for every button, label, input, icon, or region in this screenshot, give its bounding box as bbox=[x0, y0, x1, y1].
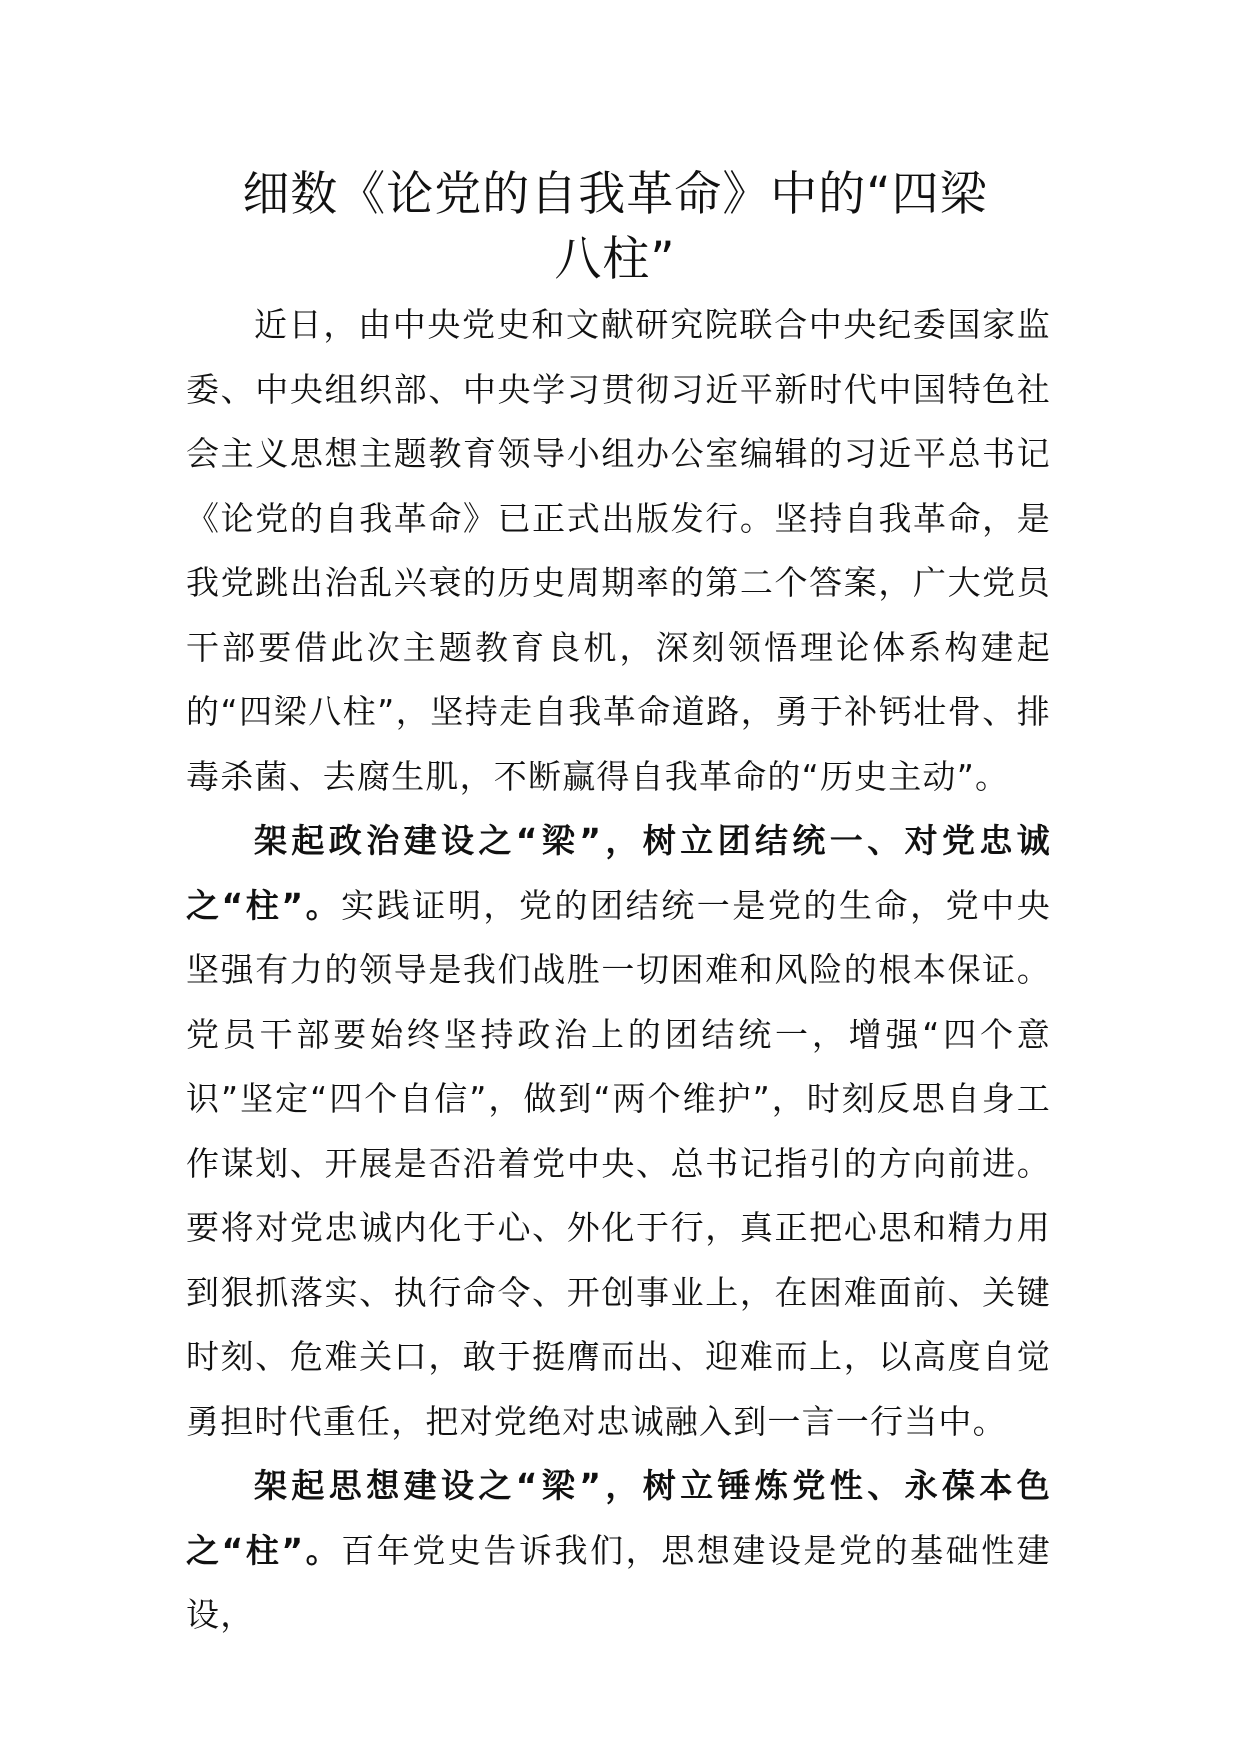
paragraph-text: 实践证明，党的团结统一是党的生命，党中央坚强有力的领导是我们战胜一切困难和风险的根本保证。党员干部要始终坚持政治上的团结统一，增强“四个意识”坚定“四个自信”，做到“两个维护”，时刻反思自身工作谋划、开展是否沿着党中央、总书记指引的方向前进。要将对党忠诚内化于心、外化于行，真正把心思和精力用到狠抓落实、执行命令、开创事业上，在困难面前、关键时刻、危难关口，敢于挺膺而出、迎难而上，以高度自觉勇担时代重任，把对党绝对忠诚融入到一言一行当中。 bbox=[186, 885, 1051, 1441]
paragraph-political-building bbox=[186, 809, 1051, 1454]
paragraph-text: 百年党史告诉我们，思想建设是党的基础性建设， bbox=[186, 1530, 1051, 1634]
paragraph-intro bbox=[186, 293, 1051, 809]
paragraph-ideological-building bbox=[186, 1454, 1051, 1648]
paragraph-text: 近日，由中央党史和文献研究院联合中央纪委国家监委、中央组织部、中央学习贯彻习近平新时代中国特色社会主义思想主题教育领导小组办公室编辑的习近平总书记《论党的自我革命》已正式出版发行。坚持自我革命，是我党跳出治乱兴衰的历史周期率的第二个答案，广大党员干部要借此次主题教育良机，深刻领悟理论体系构建起的“四梁八柱”，坚持走自我革命道路，勇于补钙壮骨、排毒杀菌、去腐生肌，不断赢得自我革命的“历史主动”。 bbox=[186, 305, 1051, 796]
paragraph-lead: 架起政治建设之“梁”，树立团结统一、对党忠诚之“柱”。 bbox=[186, 821, 1051, 925]
paragraph-lead: 架起思想建设之“梁”，树立锤炼党性、永葆本色之“柱”。 bbox=[186, 1466, 1051, 1570]
document-body bbox=[186, 293, 1051, 1648]
document-title: 细数《论党的自我革命》中的“四梁八柱” bbox=[242, 167, 988, 287]
